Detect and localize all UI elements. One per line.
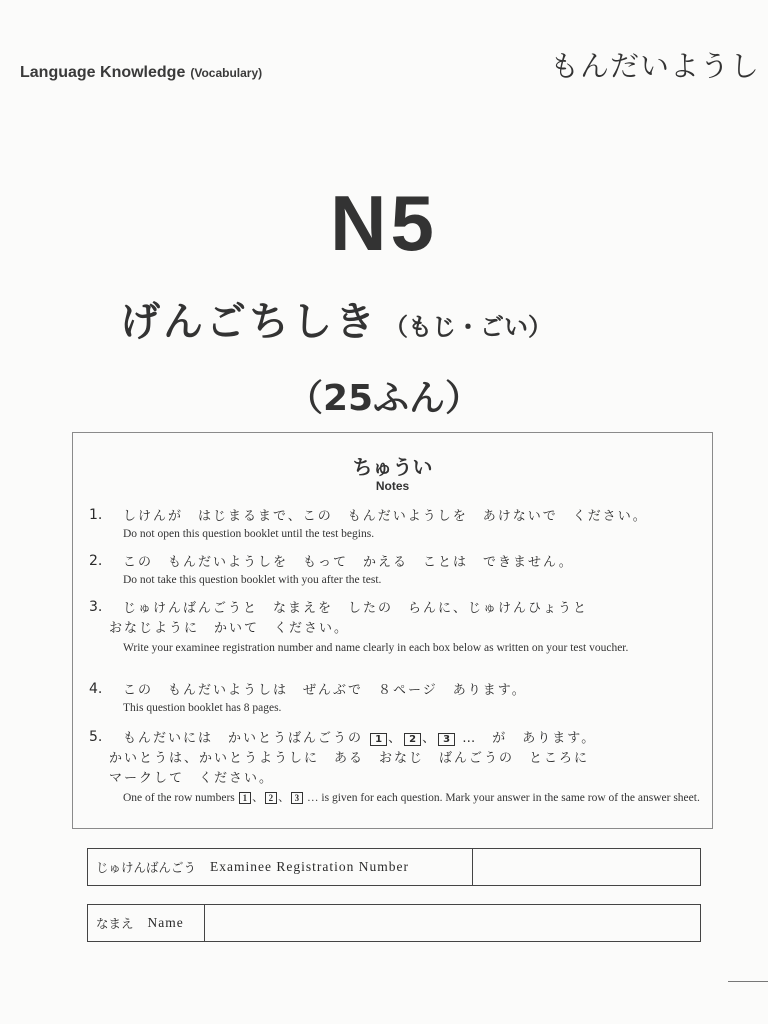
edge-mark	[728, 981, 768, 982]
note-item	[89, 507, 700, 541]
note-jp-continued: おなじように かいて ください。	[109, 621, 350, 636]
answer-number-box: 1	[239, 792, 252, 804]
section-title: Language Knowledge	[20, 64, 186, 81]
registration-label-jp: じゅけんばんごう	[96, 860, 197, 875]
note-item	[89, 553, 700, 587]
notes-heading: ちゅうい	[352, 455, 433, 479]
test-title	[120, 290, 552, 347]
separator: 、	[252, 792, 264, 804]
note-jp: この もんだいようしは ぜんぶで ８ページ あります。	[123, 683, 527, 698]
note-item	[89, 729, 700, 805]
note-item	[89, 599, 700, 655]
note-en-text: … is given for each question. Mark your answer in the same row of the answer sheet.	[307, 792, 700, 804]
registration-number-field	[87, 848, 701, 886]
separator: 、	[388, 731, 404, 746]
booklet-label: もんだいようし	[549, 49, 760, 83]
note-en: Do not open this question booklet until the test begins.	[123, 528, 375, 540]
name-label-en: Name	[147, 915, 184, 930]
answer-number-box: 1	[370, 733, 387, 746]
name-label-jp: なまえ	[96, 916, 134, 931]
name-label	[88, 905, 205, 941]
level-title: N5	[330, 179, 438, 267]
notes-heading-en: Notes	[375, 479, 410, 493]
note-jp	[123, 729, 700, 749]
note-jp: この もんだいようしを もって かえる ことは できません。	[123, 555, 574, 570]
time-limit: （25ふん）	[286, 378, 482, 419]
section-heading	[20, 62, 262, 82]
note-number: 4.	[89, 681, 103, 697]
note-jp: じゅけんばんごうと なまえを したの らんに、じゅけんひょうと	[123, 601, 589, 616]
section-subtitle: (Vocabulary)	[190, 66, 263, 80]
note-number: 5.	[89, 729, 103, 745]
note-jp: しけんが はじまるまで、この もんだいようしを あけないで ください。	[123, 509, 648, 524]
name-input[interactable]	[205, 905, 700, 941]
note-jp-continued: かいとうは、かいとうようしに ある おなじ ばんごうの ところに	[109, 751, 590, 766]
notes-box	[72, 432, 713, 829]
separator: 、	[278, 792, 290, 804]
answer-number-box: 2	[265, 792, 278, 804]
answer-number-box: 3	[438, 733, 455, 746]
registration-number-label	[88, 849, 473, 885]
separator: 、	[422, 731, 438, 746]
answer-number-box: 3	[291, 792, 304, 804]
name-field	[87, 904, 701, 942]
note-en: Write your examinee registration number and name clearly in each box below as written on your test voucher.	[123, 642, 629, 654]
registration-label-en: Examinee Registration Number	[210, 859, 409, 874]
note-number: 3.	[89, 599, 103, 615]
note-en: This question booklet has 8 pages.	[123, 702, 282, 714]
note-number: 2.	[89, 553, 103, 569]
test-title-sub: （もじ・ごい）	[384, 313, 552, 341]
answer-number-box: 2	[404, 733, 421, 746]
note-number: 1.	[89, 507, 103, 523]
note-jp-continued: マークして ください。	[109, 771, 275, 786]
note-en: Do not take this question booklet with you after the test.	[123, 574, 382, 586]
test-title-main: げんごちしき	[120, 299, 378, 345]
note-item	[89, 681, 700, 715]
note-en-text: One of the row numbers	[123, 792, 235, 804]
registration-number-input[interactable]	[473, 849, 700, 885]
note-jp-text: … が あります。	[462, 731, 597, 746]
note-en	[123, 791, 700, 805]
note-jp-text: もんだいには かいとうばんごうの	[123, 731, 364, 746]
